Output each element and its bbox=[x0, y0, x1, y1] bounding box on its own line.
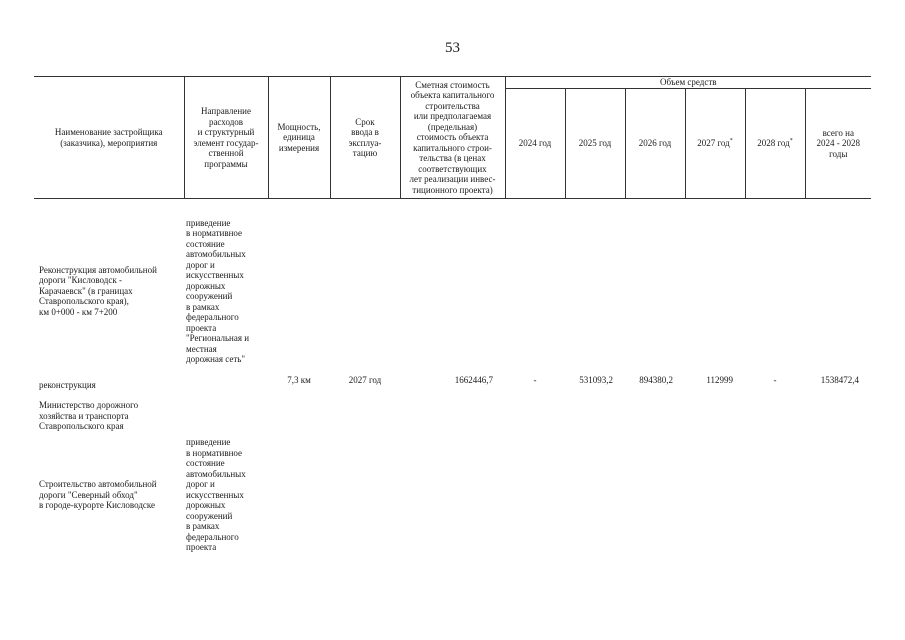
table-row bbox=[34, 375, 871, 395]
row-name: Строительство автомобильной дороги "Северный обход" в городе-курорте Кисловодске bbox=[39, 479, 157, 510]
row-term: 2027 год bbox=[348, 375, 382, 385]
header-year-2026: 2026 год bbox=[625, 89, 685, 199]
row-y2026: 894380,2 bbox=[639, 375, 673, 385]
table-row bbox=[34, 395, 871, 437]
header-direction: Направление расходов и структурный элемент государ- ственной программы bbox=[184, 77, 268, 199]
row-capacity: 7,3 км bbox=[287, 375, 311, 385]
table-row bbox=[34, 207, 871, 375]
header-year-2024: 2024 год bbox=[505, 89, 565, 199]
row-y2024: - bbox=[533, 375, 537, 385]
table-row bbox=[34, 437, 871, 553]
page-number: 53 bbox=[445, 40, 460, 56]
row-total: 1538472,4 bbox=[820, 375, 860, 385]
row-cost: 1662446,7 bbox=[454, 375, 493, 385]
header-capacity: Мощность, единица измерения bbox=[268, 77, 330, 199]
row-name: Реконструкция автомобильной дороги "Кисловодск - Карачаевск" (в границах Ставропольского края), км 0+000 - км 7+200 bbox=[39, 264, 157, 317]
investment-table bbox=[34, 76, 871, 553]
header-name: Наименование застройщика (заказчика), мероприятия bbox=[34, 77, 184, 199]
row-y2025: 531093,2 bbox=[579, 375, 613, 385]
header-total: всего на 2024 - 2028 годы bbox=[805, 89, 871, 199]
row-direction: приведение в нормативное состояние автомобильных дорог и искусственных дорожных сооружений в рамках федерального проекта bbox=[186, 437, 246, 552]
header-cost: Сметная стоимость объекта капитального строительства или предполагаемая (предельная) стоимость объекта капитального строи- тельства (в ценах соответствующих лет реализации инвес- тиционного проекта) bbox=[400, 77, 505, 199]
row-y2027: 112999 bbox=[706, 375, 733, 385]
row-direction: приведение в нормативное состояние автомобильных дорог и искусственных дорожных сооружений в рамках федерального проекта "Региональная и местная дорожная сеть" bbox=[186, 217, 250, 364]
row-name: реконструкция bbox=[39, 379, 96, 390]
header-year-2027: 2027 год* bbox=[685, 89, 745, 199]
header-year-2025: 2025 год bbox=[565, 89, 625, 199]
header-term: Срок ввода в эксплуа- тацию bbox=[330, 77, 400, 199]
row-name: Министерство дорожного хозяйства и транспорта Ставропольского края bbox=[39, 400, 139, 432]
row-y2028: - bbox=[773, 375, 777, 385]
header-year-2028: 2028 год* bbox=[745, 89, 805, 199]
header-volume-group: Объем средств bbox=[505, 77, 871, 89]
